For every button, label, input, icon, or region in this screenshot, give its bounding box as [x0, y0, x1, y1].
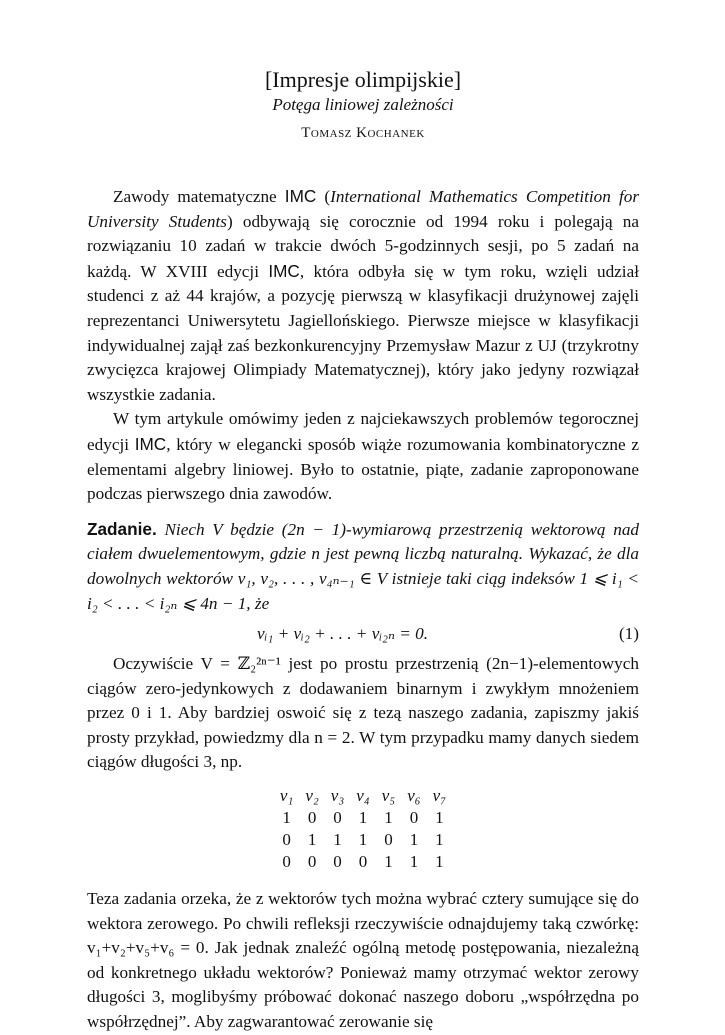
table-cell: 0: [409, 808, 419, 828]
imc-acronym: IMC: [134, 433, 167, 454]
problem-statement: [87, 517, 639, 616]
column-header: v₇: [432, 786, 447, 806]
table-row: [274, 851, 452, 873]
article-title: [Impresje olimpijskie]: [264, 67, 462, 92]
article-author: Tomasz Kochanek: [301, 125, 425, 141]
equation-number: (1): [618, 624, 639, 644]
table-row: [274, 829, 452, 851]
table-cell: 0: [307, 808, 317, 828]
table-row: [274, 807, 452, 829]
table-cell: 0: [333, 852, 342, 872]
problem-label: Zadanie.: [87, 518, 157, 539]
table-cell: 1: [384, 808, 393, 828]
table-cell: 0: [384, 830, 393, 850]
equation-formula: vᵢ₁ + vᵢ₂ + . . . + vᵢ₂ₙ = 0.: [257, 624, 429, 644]
table-cell: 0: [282, 830, 291, 850]
vector-table: [274, 785, 452, 873]
table-cell: 1: [333, 830, 342, 850]
competition-name: International Mathematics Competition for University Students: [87, 187, 640, 231]
text-run: ) odbywają się corocznie od 1994 roku i polegają na rozwiązaniu 10 zadań w trakcie dwóch 5-godzinnych sesji, po 5 zadań na każdą. W XVIII edycji: [87, 211, 639, 281]
column-header: v₂: [305, 786, 319, 806]
paragraph-example: Oczywiście V = ℤ₂²ⁿ⁻¹ jest po prostu przestrzenią (2n−1)-elementowych ciągów zero-jedynkowych z dodawaniem binarnym i zwykłym mnożeniem przez 0 i 1. Aby bardziej oswoić się z tezą naszego zadania, zapiszmy jakiś prosty przykład, powiedzmy dla n = 2. W tym przypadku mamy danych siedem ciągów długości 3, np.: [87, 654, 639, 772]
table-cell: 1: [435, 852, 444, 872]
article-subtitle: Potęga liniowej zależności: [272, 95, 454, 114]
table-header-row: [274, 785, 452, 807]
table-cell: 1: [307, 830, 317, 850]
problem-text: Niech V będzie (2n − 1)-wymiarową przestrzenią wektorową nad ciałem dwuelementowym, gdzie n jest pewną liczbą naturalną. Wykazać, że dla dowolnych wektorów v₁, v₂, . . . , v₄ₙ₋₁ ∈ V istnieje taki ciąg indeksów 1 ⩽ i₁ < i₂ < . . . < i₂ₙ ⩽ 4n − 1, że: [87, 519, 640, 613]
equation-1: [87, 616, 639, 652]
text-run: W tym artykule omówimy jeden z najciekawszych problemów tegorocznej edycji: [87, 409, 639, 454]
text-run: , który w elegancki sposób wiąże rozumowania kombinatoryczne z elementami algebry liniowej. Było to ostatnie, piąte, zadanie zaproponowane podczas pierwszego dnia zawodów.: [87, 434, 639, 504]
table-cell: 1: [409, 830, 419, 850]
table-cell: 1: [409, 852, 419, 872]
imc-acronym: IMC: [284, 186, 317, 206]
column-header: v₃: [330, 786, 345, 806]
paragraph-intro: [87, 184, 639, 407]
table-cell: 1: [358, 830, 368, 850]
table-cell: 1: [435, 808, 444, 828]
table-cell: 0: [282, 852, 291, 872]
table-cell: 1: [384, 852, 393, 872]
table-cell: 1: [435, 830, 444, 850]
column-header: v₆: [407, 786, 421, 806]
column-header: v₁: [279, 786, 294, 806]
text-run: Zawody matematyczne: [113, 187, 285, 206]
paragraph-discussion: Teza zadania orzeka, że z wektorów tych można wybrać cztery sumujące się do wektora zerowego. Po chwili refleksji rzeczywiście odnajdujemy taką czwórkę: v₁+v₂+v₅+v₆ = 0. Jak jednak znaleźć ogólną metodę postępowania, niezależną od konkretnego układu wektorów? Ponieważ mamy otrzymać wektor zerowy długości 3, moglibyśmy próbować dokonać naszego doboru „współrzędna po współrzędnej”. Aby zagwarantować zerowanie się: [87, 889, 639, 1032]
table-cell: 0: [358, 852, 368, 872]
text-run: , która odbyła się w tym roku, wzięli udział studenci z aż 44 krajów, a pozycję pierwszą w klasyfikacji drużynowej zajęli reprezentanci Uniwersytetu Jagiellońskiego. Pierwsze miejsce w klasyfikacji indywidualnej zajął zaś bezkonkurencyjny Przemysław Mazur z UJ (trzykrotny zwycięzca krajowej Olimpiady Matematycznej), który jako jedyny rozwiązał wszystkie zadania.: [87, 261, 639, 404]
table-cell: 0: [333, 808, 342, 828]
imc-acronym: IMC: [268, 260, 300, 281]
table-cell: 0: [307, 852, 317, 872]
table-cell: 1: [282, 808, 291, 828]
paragraph-overview: [87, 407, 639, 506]
column-header: v₄: [356, 786, 370, 806]
article: [87, 60, 639, 1035]
text-run: (: [316, 187, 331, 206]
column-header: v₅: [381, 786, 396, 806]
table-cell: 1: [358, 808, 368, 828]
